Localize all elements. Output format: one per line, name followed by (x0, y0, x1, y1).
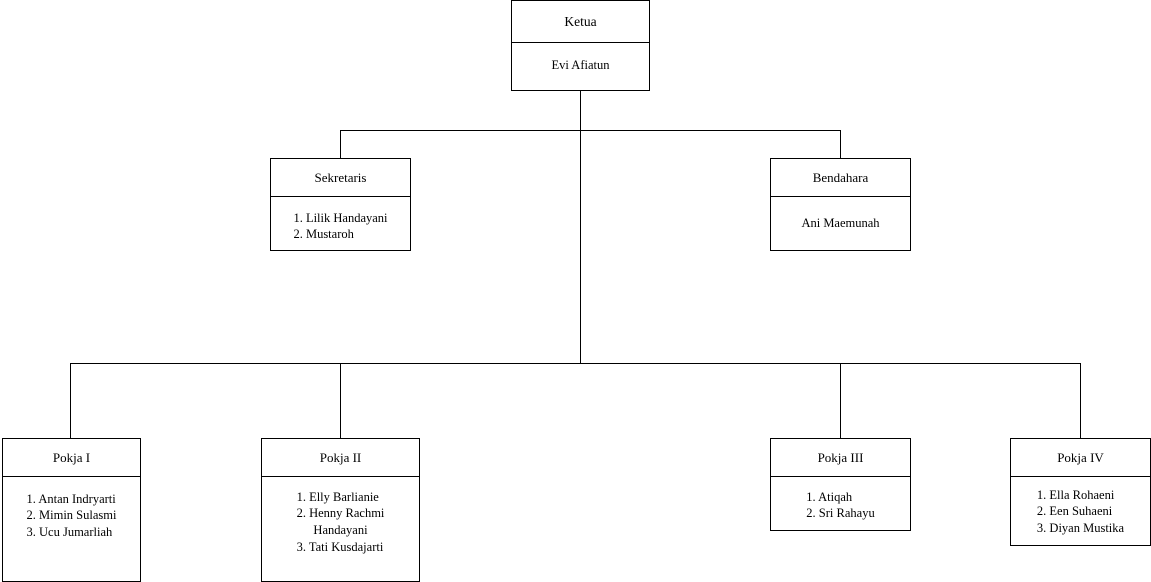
member-list (806, 489, 874, 523)
node-bendahara-member-1: Ani Maemunah (801, 215, 880, 230)
node-pokja-3-member-2: 2. Sri Rahayu (806, 506, 875, 521)
node-pokja-3-title: Pokja III (817, 450, 864, 465)
node-pokja-3 (770, 438, 911, 531)
connector-pokja2-down (340, 363, 341, 438)
node-pokja-1-member-1: 1. Antan Indryarti (26, 491, 116, 506)
member-list (293, 210, 387, 244)
node-pokja-2-member-3: 3. Tati Kusdajarti (296, 540, 384, 555)
connector-ketua-down (580, 91, 581, 363)
member-list (27, 491, 117, 542)
node-pokja-1 (2, 438, 141, 582)
node-sekretaris-members (271, 197, 410, 250)
node-bendahara-members (771, 197, 910, 238)
node-sekretaris (270, 158, 411, 251)
node-pokja-3-members (771, 477, 910, 529)
node-pokja-1-member-3: 3. Ucu Jumarliah (26, 525, 113, 540)
node-pokja-2-members (262, 477, 419, 563)
connector-bendahara-down (840, 130, 841, 158)
node-bendahara-title: Bendahara (812, 170, 869, 185)
node-pokja-1-member-2: 2. Mimin Sulasmi (26, 508, 117, 523)
node-pokja-4-member-2: 2. Een Suhaeni (1036, 504, 1113, 519)
node-pokja-4 (1010, 438, 1151, 546)
connector-sekretaris-down (340, 130, 341, 158)
connector-level2-horizontal (340, 130, 841, 131)
node-pokja-4-member-3: 3. Diyan Mustika (1036, 521, 1125, 536)
node-pokja-3-member-1: 1. Atiqah (806, 489, 853, 504)
node-ketua-members (512, 43, 649, 80)
node-pokja-4-members (1011, 477, 1150, 544)
connector-pokja4-down (1080, 363, 1081, 438)
node-pokja-4-member-1: 1. Ella Rohaeni (1036, 487, 1115, 502)
node-ketua (511, 0, 650, 91)
node-pokja-2-title: Pokja II (319, 450, 362, 465)
node-bendahara (770, 158, 911, 251)
node-pokja-4-title: Pokja IV (1057, 450, 1104, 465)
node-pokja-2 (261, 438, 420, 582)
node-ketua-member-1: Evi Afiatun (551, 58, 610, 73)
node-pokja-2-member-1: 1. Elly Barlianie (296, 489, 379, 504)
connector-pokja1-down (70, 363, 71, 438)
connector-level3-horizontal (70, 363, 1081, 364)
node-sekretaris-title: Sekretaris (314, 170, 367, 185)
node-sekretaris-member-1: 1. Lilik Handayani (293, 210, 388, 225)
node-pokja-2-member-2-cont: Handayani (313, 523, 368, 538)
node-ketua-title: Ketua (564, 14, 597, 29)
connector-pokja3-down (840, 363, 841, 438)
node-pokja-2-member-2: 2. Henny Rachmi (296, 506, 385, 521)
member-list (297, 489, 385, 557)
node-sekretaris-member-2: 2. Mustaroh (293, 227, 354, 242)
member-list (1037, 487, 1124, 538)
node-pokja-1-members (3, 477, 140, 548)
node-pokja-1-title: Pokja I (52, 450, 91, 465)
